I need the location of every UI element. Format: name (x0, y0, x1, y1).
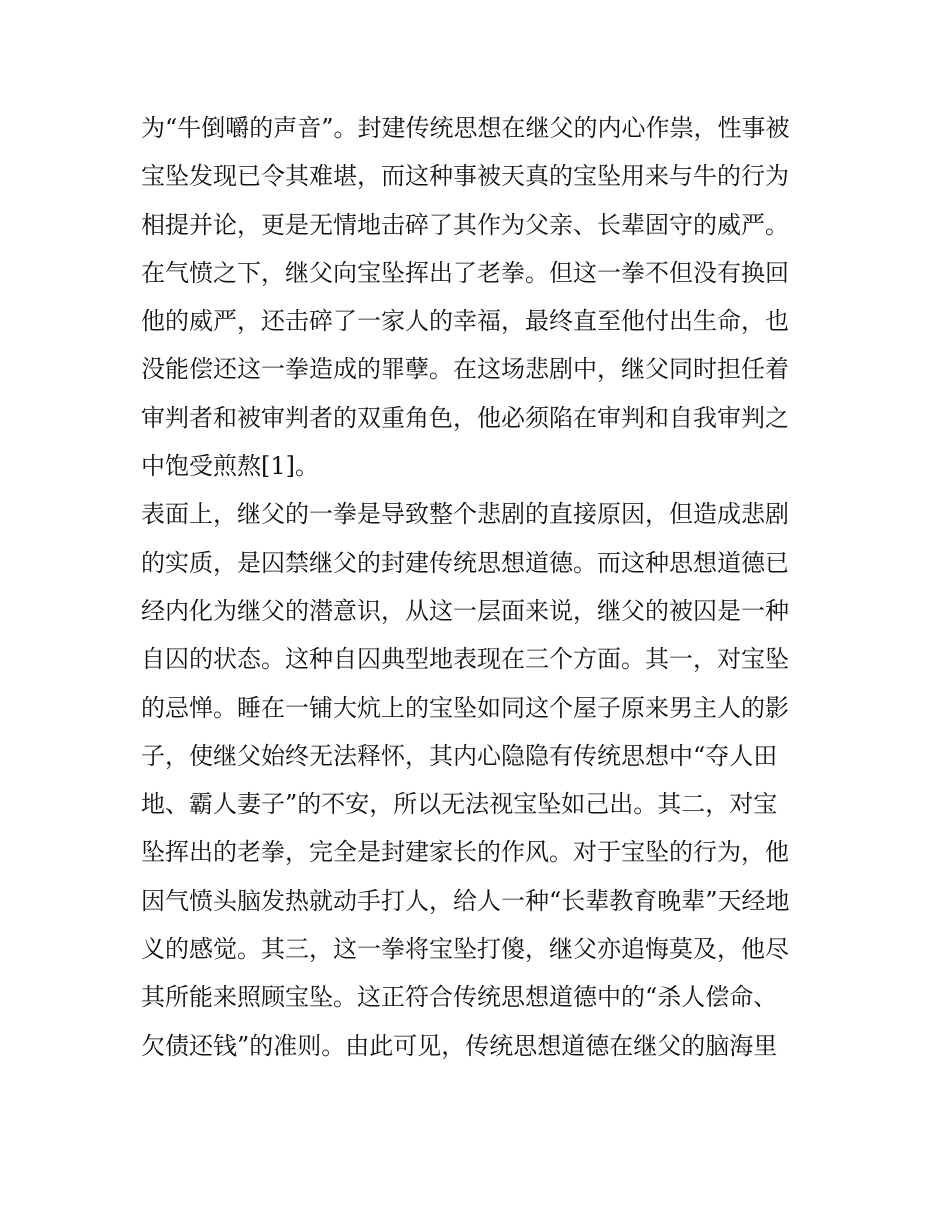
text-line: 其所能来照顾宝坠。这正符合传统思想道德中的“杀人偿命、 (141, 983, 778, 1012)
text-line: 义的感觉。其三，这一拳将宝坠打傻，继父亦追悔莫及，他尽 (141, 935, 789, 964)
text-line: 中饱受煎熬[1]。 (141, 452, 319, 481)
text-line: 坠挥出的老拳，完全是封建家长的作风。对于宝坠的行为，他 (141, 838, 789, 867)
text-line: 地、霸人妻子”的不安，所以无法视宝坠如己出。其二，对宝 (141, 790, 778, 819)
text-line: 他的威严，还击碎了一家人的幸福，最终直至他付出生命，也 (141, 307, 789, 336)
text-line: 的实质，是囚禁继父的封建传统思想道德。而这种思想道德已 (141, 548, 789, 577)
text-line: 自囚的状态。这种自囚典型地表现在三个方面。其一，对宝坠 (141, 645, 789, 674)
text-line: 没能偿还这一拳造成的罪孽。在这场悲剧中，继父同时担任着 (141, 355, 789, 384)
paragraph-1 (141, 104, 821, 490)
text-line: 相提并论，更是无情地击碎了其作为父亲、长辈固守的威严。 (141, 210, 789, 239)
text-line: 审判者和被审判者的双重角色，他必须陷在审判和自我审判之 (141, 403, 789, 432)
text-line: 为“牛倒嚼的声音”。封建传统思想在继父的内心作祟，性事被 (141, 114, 790, 142)
text-line: 宝坠发现已令其难堪，而这种事被天真的宝坠用来与牛的行为 (141, 162, 789, 191)
text-line: 的忌惮。睡在一铺大炕上的宝坠如同这个屋子原来男主人的影 (141, 693, 789, 722)
text-line: 在气愤之下，继父向宝坠挥出了老拳。但这一拳不但没有换回 (141, 258, 789, 287)
paragraph-2 (141, 490, 821, 1070)
text-line: 子，使继父始终无法释怀，其内心隐隐有传统思想中“夺人田 (141, 741, 778, 770)
text-line: 表面上，继父的一拳是导致整个悲剧的直接原因，但造成悲剧 (141, 500, 789, 529)
text-line: 因气愤头脑发热就动手打人，给人一种“长辈教育晚辈”天经地 (141, 886, 790, 915)
text-line: 经内化为继父的潜意识，从这一层面来说，继父的被囚是一种 (141, 596, 789, 625)
body-text (141, 104, 821, 1070)
text-line: 欠债还钱”的准则。由此可见，传统思想道德在继父的脑海里 (141, 1031, 778, 1060)
